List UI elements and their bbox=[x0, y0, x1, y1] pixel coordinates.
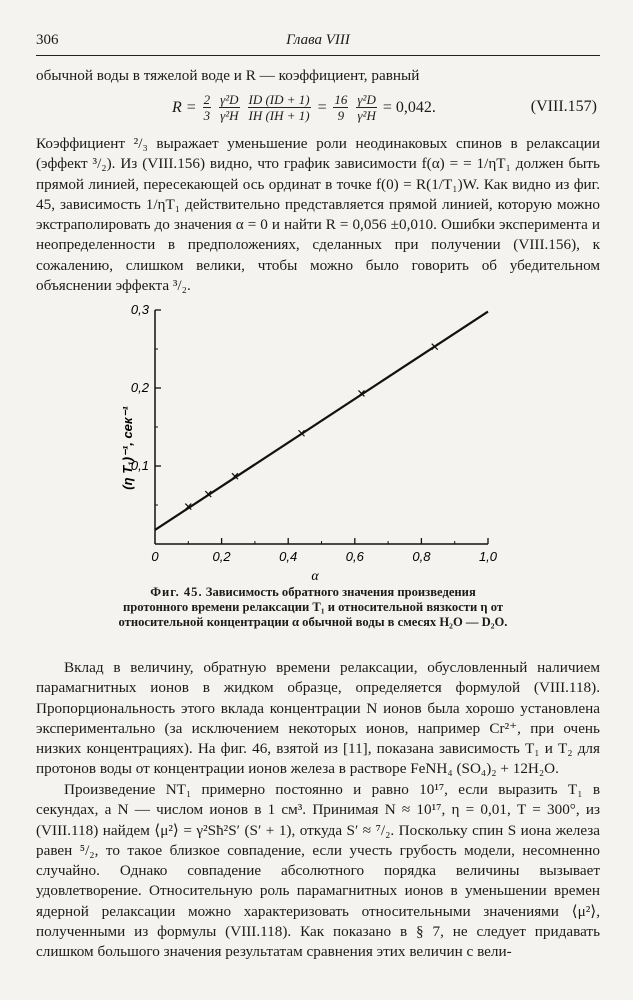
chapter-title: Глава VIII bbox=[286, 32, 350, 48]
x-tick-label: 1,0 bbox=[478, 549, 498, 564]
eq-frac-1: $\frac{2}{3}$ bbox=[203, 92, 211, 123]
page-number: 306 bbox=[36, 32, 59, 48]
x-tick-label: 0,8 bbox=[412, 549, 431, 564]
eq-frac-2: $\frac{\text{γ²D}}{\text{γ²H}}$ bbox=[220, 92, 239, 123]
eq-frac-3: $\frac{ID (ID + 1)}{IH (IH + 1)}$ bbox=[248, 92, 310, 123]
eq-frac-5: $\frac{\text{γ²D}}{\text{γ²H}}$ bbox=[357, 92, 376, 123]
equation-viii-157 bbox=[0, 88, 633, 132]
paragraph-1: обычной воды в тяжелой воде и R — коэффициент, равный bbox=[36, 67, 420, 84]
equation-number: (VIII.157) bbox=[530, 98, 597, 115]
caption-label: Фиг. 45. bbox=[150, 585, 203, 599]
x-tick-label: 0 bbox=[151, 549, 159, 564]
header-rule bbox=[36, 55, 600, 56]
y-tick-label: 0,1 bbox=[130, 458, 149, 473]
fit-line bbox=[155, 312, 488, 530]
y-tick-label: 0,2 bbox=[130, 380, 149, 395]
paragraph-4: Произведение NT₁ примерно постоянно и равно 10¹⁷, если выразить T₁ в секундах, а N — числом ионов в 1 см³. Принимая N ≈ 10¹⁷, η = 0,01, T = 300°, из (VIII.118) найдем ⟨μ²⟩ = γ²Sħ²S′ (S′ + 1), откуда S′ ≈ ⁷/₂. Поскольку спин S иона железа равен ⁵/₂, то такое близкое совпадение, если учесть грубость модели, несомненно случайно. Однако совпадение абсолютного порядка величины вызывает удовлетворение. Относительную роль парамагнитных ионов в уменьшении времен ядерной релаксации можно характеризовать относительными значениями ⟨μ²⟩, полученными из формулы (VIII.118). Как показано в § 7, не следует придавать слишком большого значения результатам сравнения этих величин с вели- bbox=[36, 781, 600, 961]
figure-45-chart bbox=[120, 298, 510, 590]
caption-text: Зависимость обратного значения произведения протонного времени релаксации T₁ и относительной вязкости η от относительной концентрации α обычной воды в смесях H₂O — D₂O. bbox=[118, 585, 508, 629]
eq-frac-4: $\frac{16}{9}$ bbox=[334, 92, 348, 123]
x-tick-label: 0,6 bbox=[345, 549, 364, 564]
figure-caption bbox=[118, 585, 508, 630]
x-tick-label: 0,4 bbox=[279, 549, 298, 564]
y-axis-label: (η T₁)⁻¹, сек⁻¹ bbox=[120, 406, 135, 490]
y-tick-label: 0,3 bbox=[130, 302, 149, 317]
x-axis-label: α bbox=[311, 569, 319, 584]
x-tick-label: 0,2 bbox=[212, 549, 231, 564]
eq-lhs: R = bbox=[172, 98, 197, 116]
page-header bbox=[36, 30, 600, 52]
eq-equals: = bbox=[316, 98, 328, 116]
paragraph-2: Коэффициент ²/₃ выражает уменьшение роли неодинаковых спинов в релаксации (эффект ³/₂). Из (VIII.156) видно, что график зависимости f(α) = = 1/ηT₁ должен быть прямой линией, пересекающей ось ординат в точке f(0) = R(1/T₁)W. Как видно из фиг. 45, зависимость 1/ηT₁ действительно представляется прямой линией, которую можно экстраполировать до значения α = 0 и найти R = 0,056 ±0,010. Ошибки эксперимента и неопределенности в предположениях, сделанных при получении (VIII.156), к сожалению, слишком велики, чтобы можно было говорить об убедительном объяснении эффекта ³/₂. bbox=[36, 135, 600, 295]
eq-rhs: = 0,042. bbox=[382, 98, 436, 116]
paragraph-3: Вклад в величину, обратную времени релаксации, обусловленный наличием парамагнитных ионов в жидком образце, определяется формулой (VIII.118). Пропорциональность этого вклада концентрации N ионов была хорошо установлена экспериментально (за исключением некоторых ионов, например Cr²⁺, при очень низких концентрациях). На фиг. 46, взятой из [11], показана зависимость T₁ и T₂ для протонов воды от концентрации ионов железа в растворе FeNH₄ (SO₄)₂ + 12H₂O. bbox=[36, 659, 600, 778]
